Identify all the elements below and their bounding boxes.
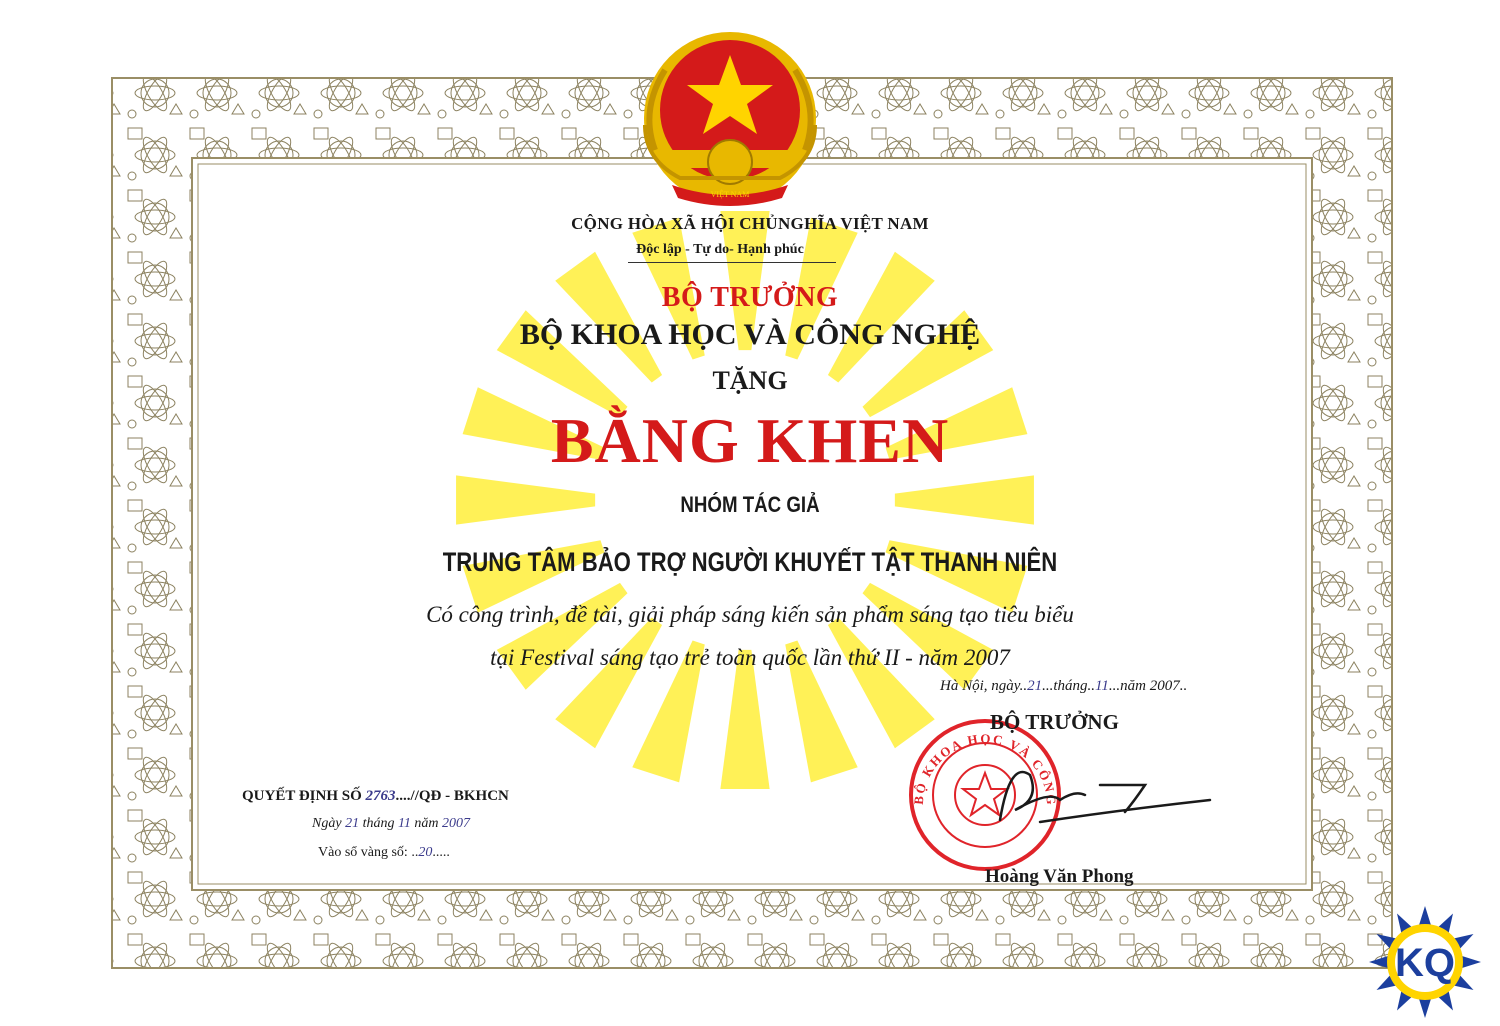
ministry-stamp: [911, 721, 1059, 869]
decision-label: QUYẾT ĐỊNH SỐ: [242, 788, 362, 804]
award-verb: TẶNG: [712, 366, 788, 395]
signatory-name: Hoàng Văn Phong: [985, 866, 1134, 887]
award-reason-line-2: tại Festival sáng tạo trẻ toàn quốc lần thứ II - năm 2007: [490, 645, 1010, 670]
motto-underline: [628, 262, 836, 263]
decision-month-word: tháng: [362, 816, 395, 831]
logo-ray: [1419, 997, 1432, 1018]
decision-date: [312, 816, 572, 832]
signing-year: 2007: [1149, 678, 1180, 694]
stamp-text: BỘ KHOA HỌC VÀ CÔNG NGHỆ: [910, 730, 1060, 807]
decision-day: 21: [345, 816, 360, 831]
signing-day: 21: [1027, 678, 1043, 694]
award-reason-line-1: Có công trình, đề tài, giải pháp sáng kiến sản phẩm sáng tạo tiêu biểu: [426, 602, 1074, 627]
signatory-title: BỘ TRƯỞNG: [990, 710, 1119, 734]
award-title: BẰNG KHEN: [550, 405, 950, 476]
signing-place-date: Hà Nội, ngày..21...tháng..11...năm 2007..: [940, 678, 1188, 694]
emblem-band-text: VIỆT NAM: [710, 190, 750, 199]
signature: [1000, 772, 1210, 822]
decision-month: 11: [397, 816, 411, 831]
issuer-title: BỘ TRƯỞNG: [661, 282, 839, 313]
recipient-label: NHÓM TÁC GIẢ: [680, 492, 820, 517]
decision-number-value: 2763: [365, 788, 396, 804]
decision-suffix: /QĐ - BKHCN: [414, 788, 509, 804]
golden-book-label: Vào sổ vàng số:: [318, 845, 408, 860]
logo-ray: [1460, 956, 1481, 969]
decision-number: QUYẾT ĐỊNH SỐ 2763....//QĐ - BKHCN: [242, 788, 509, 804]
logo-ray: [1419, 906, 1432, 927]
recipient-name: TRUNG TÂM BẢO TRỢ NGƯỜI KHUYẾT TẬT THANH NIÊN: [442, 547, 1058, 577]
signing-month: 11: [1095, 678, 1109, 694]
decision-year: 2007: [442, 816, 471, 831]
republic-name: CỘNG HÒA XÃ HỘI CHỦNGHĨA VIỆT NAM: [571, 214, 929, 233]
place-prefix: Hà Nội, ngày: [940, 678, 1020, 694]
year-word: năm: [1120, 678, 1146, 694]
golden-book-entry: Vào sổ vàng số: ..20.....: [318, 845, 450, 860]
golden-book-number: 20: [418, 845, 433, 860]
month-word: tháng: [1053, 678, 1088, 694]
decision-year-word: năm: [414, 816, 439, 831]
national-emblem: [644, 32, 816, 206]
national-motto: Độc lập - Tự do- Hạnh phúc: [636, 242, 804, 257]
logo-text: KQ: [1395, 941, 1455, 985]
ministry-name: BỘ KHOA HỌC VÀ CÔNG NGHỆ: [519, 318, 981, 351]
decision-date-prefix: Ngày: [312, 816, 342, 831]
